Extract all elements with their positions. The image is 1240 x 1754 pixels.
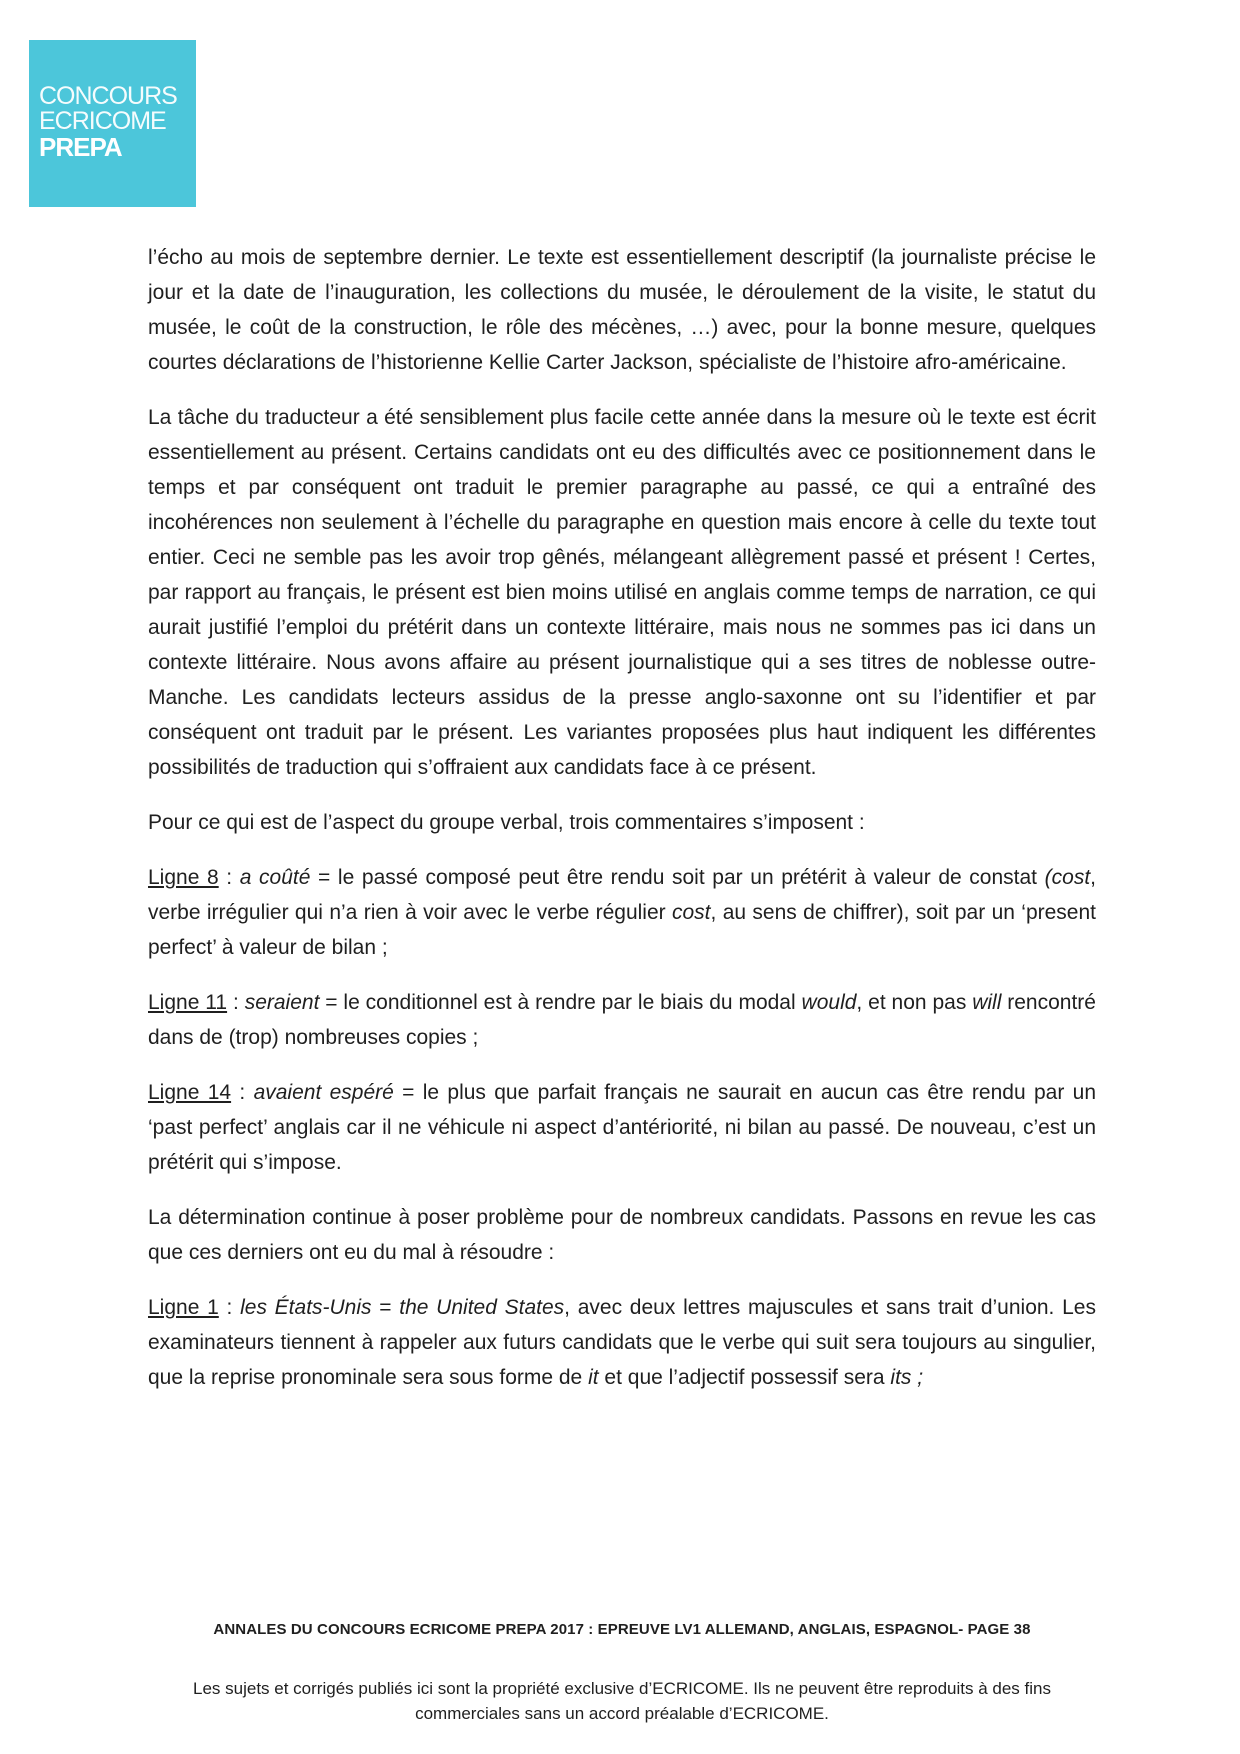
line-reference: Ligne 8 <box>148 866 219 889</box>
logo-line-concours: CONCOURS <box>39 82 177 110</box>
paragraph-aspect-intro: Pour ce qui est de l’aspect du groupe verbal, trois commentaires s’imposent : <box>148 811 865 834</box>
paragraph-determination: La détermination continue à poser problème pour de nombreux candidats. Passons en revue les cas que ces derniers ont eu du mal à résoudre : <box>148 1206 1096 1264</box>
footer-copyright-note: Les sujets et corrigés publiés ici sont la propriété exclusive d’ECRICOME. Ils ne peuvent être reproduits à des fins commerciales sans un accord préalable d’ECRICOME. <box>193 1679 1051 1723</box>
paragraph-line-14: Ligne 14 : avaient espéré = le plus que parfait français ne saurait en aucun cas être rendu par un ‘past perfect’ anglais car il ne véhicule ni aspect d’antériorité, ni bilan au passé. De nouveau, c’est un prétérit qui s’impose. <box>148 1081 1097 1174</box>
line-reference: Ligne 1 <box>148 1296 219 1319</box>
paragraph-line-1: Ligne 1 : les États-Unis = the United States, avec deux lettres majuscules et sans trait d’union. Les examinateurs tiennent à rappeler aux futurs candidats que le verbe qui suit sera toujours au singulier, que la reprise pronominale sera sous forme de it et que l’adjectif possessif sera its ; <box>148 1296 1096 1389</box>
french-term: a coûté <box>239 866 311 889</box>
paragraph-present-tense: La tâche du traducteur a été sensiblement plus facile cette année dans la mesure où le texte est écrit essentiellement au présent. Certains candidats ont eu des difficultés avec ce positionnement dans le temps et par conséquent ont traduit le premier paragraphe au passé, ce qui a entraîné des incohérences non seulement à l’échelle du paragraphe en question mais encore à celle du texte tout entier. Ceci ne semble pas les avoir trop gênés, mélangeant allègrement passé et présent ! Certes, par rapport au français, le présent est bien moins utilisé en anglais comme temps de narration, ce qui aurait justifié l’emploi du prétérit dans un contexte littéraire, mais nous ne sommes pas ici dans un contexte littéraire. Nous avons affaire au présent journalistique qui a ses titres de noblesse outre-Manche. Les candidats lecteurs assidus de la presse anglo-saxonne ont su l’identifier et par conséquent ont traduit par le présent. Les variantes proposées plus haut indiquent les différentes possibilités de traduction qui s’offraient aux candidats face à ce présent. <box>148 406 1096 779</box>
paragraph-line-11: Ligne 11 : seraient = le conditionnel est à rendre par le biais du modal would, et non pas will rencontré dans de (trop) nombreuses copies ; <box>148 991 1096 1049</box>
line-reference: Ligne 14 <box>148 1081 232 1104</box>
footer-title: ANNALES DU CONCOURS ECRICOME PREPA 2017 : EPREUVE LV1 ALLEMAND, ANGLAIS, ESPAGNOL- PAGE 38 <box>213 1621 1031 1638</box>
paragraph-intro: l’écho au mois de septembre dernier. Le texte est essentiellement descriptif (la journaliste précise le jour et la date de l’inauguration, les collections du musée, le déroulement de la visite, le statut du musée, le coût de la construction, le rôle des mécènes, …) avec, pour la bonne mesure, quelques courtes déclarations de l’historienne Kellie Carter Jackson, spécialiste de l’histoire afro-américaine. <box>148 246 1096 374</box>
french-term: les États-Unis <box>240 1296 372 1319</box>
french-term: seraient <box>244 991 320 1014</box>
logo-line-prepa: PREPA <box>39 132 122 162</box>
paragraph-line-8: Ligne 8 : a coûté = le passé composé peut être rendu soit par un prétérit à valeur de constat (cost, verbe irrégulier qui n’a rien à voir avec le verbe régulier cost, au sens de chiffrer), soit par un ‘present perfect’ à valeur de bilan ; <box>148 866 1096 959</box>
line-reference: Ligne 11 <box>148 991 228 1014</box>
ecricome-logo <box>29 40 196 207</box>
document-body <box>148 240 1096 1415</box>
logo-line-ecricome: ECRICOME <box>39 107 166 135</box>
french-term: avaient espéré <box>253 1081 394 1104</box>
